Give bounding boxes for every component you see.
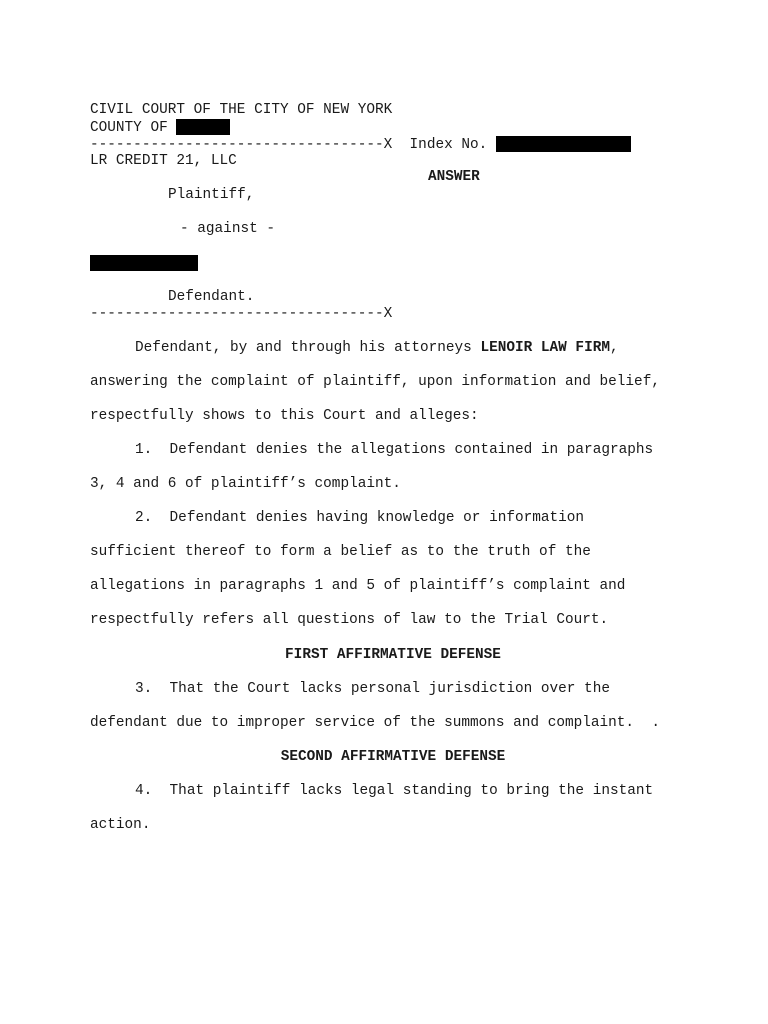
- paragraph-1-line-1: 1. Defendant denies the allegations contained in paragraphs: [135, 442, 654, 458]
- intro-line-1: [135, 340, 745, 357]
- defendant-role: Defendant.: [168, 289, 255, 305]
- against-label: - against -: [180, 221, 275, 237]
- paragraph-1-line-2: 3, 4 and 6 of plaintiff’s complaint.: [90, 476, 401, 492]
- caption-divider-bottom: ----------------------------------X: [90, 306, 393, 322]
- document-title: ANSWER: [428, 169, 480, 185]
- paragraph-2-line-3: allegations in paragraphs 1 and 5 of plaintiff’s complaint and: [90, 578, 626, 594]
- intro-prefix: Defendant, by and through his attorneys: [135, 340, 481, 356]
- defendant-name-line: [90, 255, 198, 273]
- county-redaction: [176, 119, 230, 135]
- plaintiff-role: Plaintiff,: [168, 187, 255, 203]
- paragraph-3-line-1: 3. That the Court lacks personal jurisdiction over the: [135, 681, 610, 697]
- intro-line-2: answering the complaint of plaintiff, upon information and belief,: [90, 374, 660, 390]
- second-affirmative-defense-heading: SECOND AFFIRMATIVE DEFENSE: [280, 749, 506, 765]
- paragraph-4-line-1: 4. That plaintiff lacks legal standing to bring the instant: [135, 783, 654, 799]
- plaintiff-name: LR CREDIT 21, LLC: [90, 153, 237, 169]
- first-affirmative-defense-heading: FIRST AFFIRMATIVE DEFENSE: [285, 647, 501, 663]
- county-line: [90, 119, 230, 137]
- county-label: COUNTY OF: [90, 119, 168, 136]
- paragraph-2-line-2: sufficient thereof to form a belief as to the truth of the: [90, 544, 591, 560]
- paragraph-2-line-1: 2. Defendant denies having knowledge or information: [135, 510, 585, 526]
- paragraph-4-line-2: action.: [90, 817, 151, 833]
- caption-top-line: [90, 136, 631, 154]
- caption-divider-top: ----------------------------------X: [90, 136, 393, 153]
- defendant-name-redaction: [90, 255, 198, 271]
- paragraph-3-line-2: defendant due to improper service of the summons and complaint. .: [90, 715, 660, 731]
- paragraph-2-line-4: respectfully refers all questions of law to the Trial Court.: [90, 612, 609, 628]
- index-number-redaction: [496, 136, 631, 152]
- index-label: Index No.: [409, 136, 488, 153]
- intro-suffix: ,: [609, 340, 619, 356]
- court-name: CIVIL COURT OF THE CITY OF NEW YORK: [90, 102, 393, 118]
- firm-name: LENOIR LAW FIRM: [480, 340, 610, 356]
- intro-line-3: respectfully shows to this Court and alleges:: [90, 408, 479, 424]
